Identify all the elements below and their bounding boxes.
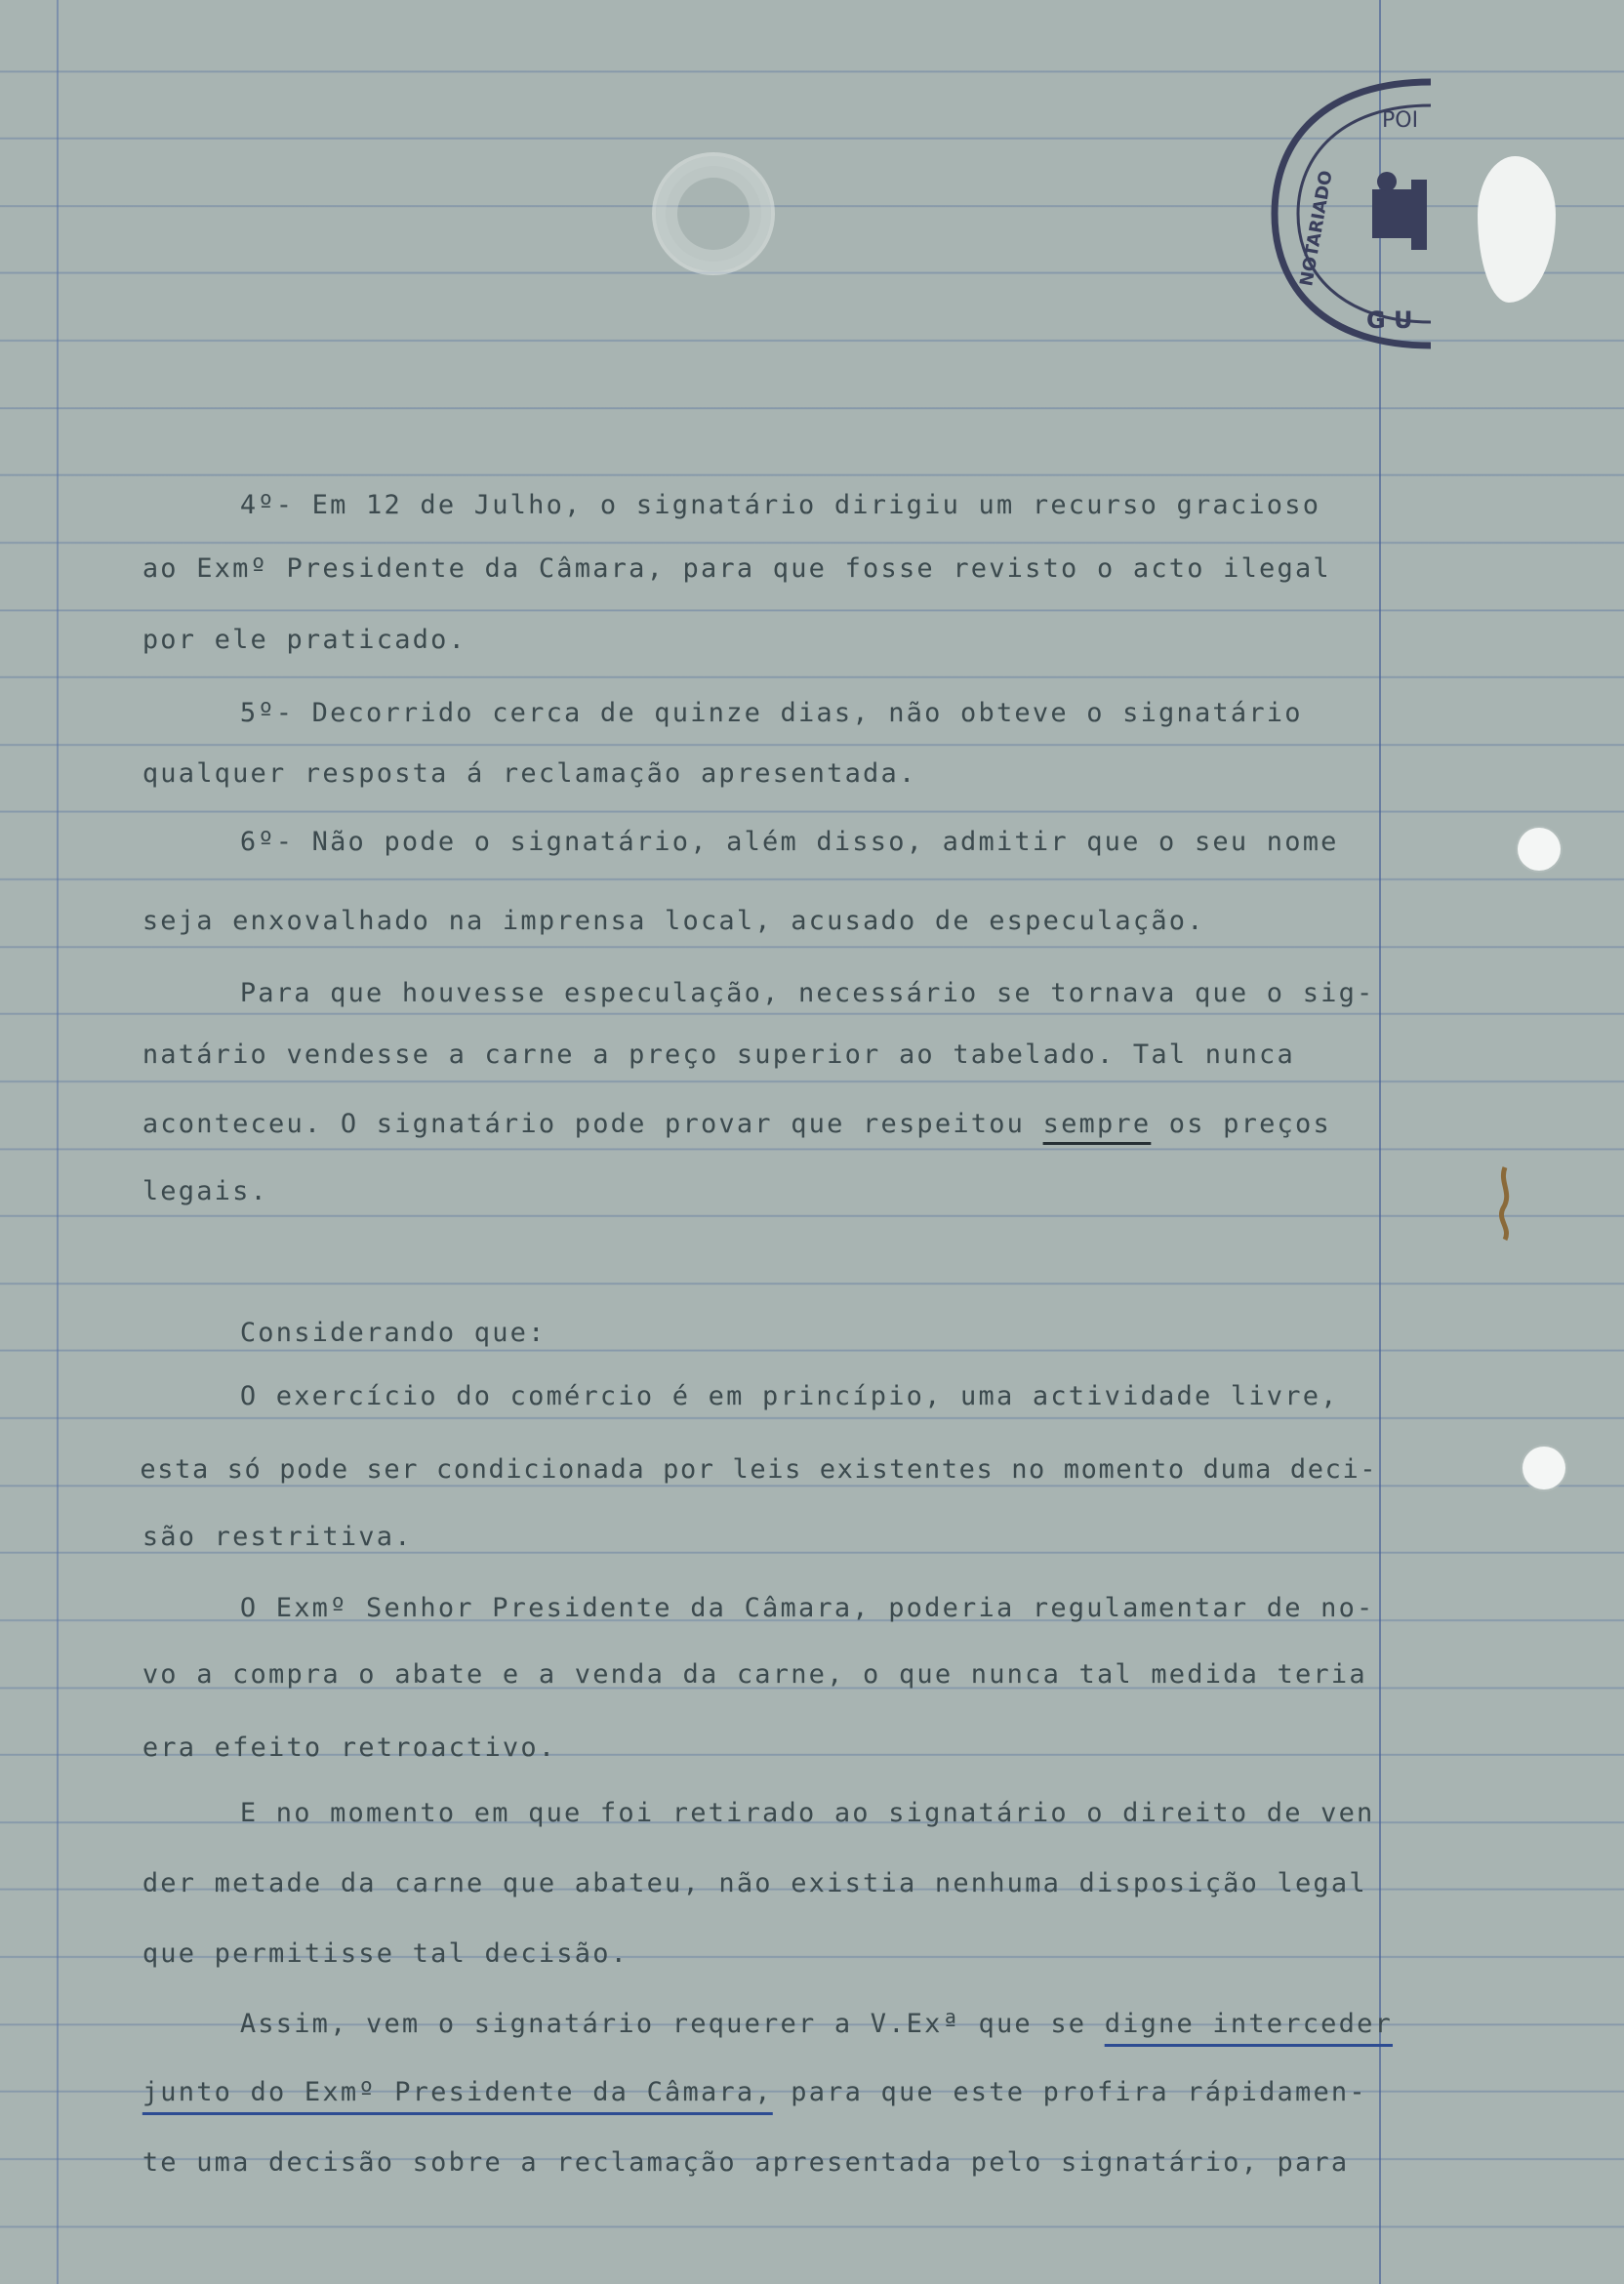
line-23-text-b: para que este profira rápidamen- [772,2077,1367,2107]
line-14-text: esta só pode ser condicionada por leis existentes no momento duma deci- [140,1454,1378,1485]
line-10-text-b: os preços [1151,1109,1331,1139]
stamp-text-top: POI [1382,108,1419,133]
line-15-text: são restritiva. [142,1522,413,1552]
line-1-text: 4º- Em 12 de Julho, o signatário dirigiu um recurso gracioso [239,490,1321,520]
line-10-underlined-word: sempre [1042,1109,1152,1139]
notary-stamp [1265,72,1460,355]
line-7-text: seja enxovalhado na imprensa local, acusado de especulação. [142,906,1205,936]
line-9-text: natário vendesse a carne a preço superior ao tabelado. Tal nunca [142,1040,1295,1070]
line-20-text: der metade da carne que abateu, não existia nenhuma disposição legal [142,1868,1367,1898]
line-3-text: por ele praticado. [142,625,467,655]
line-10-text-a: aconteceu. O signatário pode provar que respeitou [142,1109,1043,1139]
crest-icon [1372,172,1427,250]
line-8-text: Para que houvesse especulação, necessário se tornava que o sig- [239,978,1375,1008]
line-12-text: Considerando que: [239,1318,547,1348]
line-24-text: te uma decisão sobre a reclamação apresentada pelo signatário, para [142,2147,1350,2178]
line-2-text: ao Exmº Presidente da Câmara, para que fosse revisto o acto ilegal [142,553,1331,584]
line-23-underlined-phrase: junto do Exmº Presidente da Câmara, [142,2077,773,2107]
left-margin-rule [57,0,59,2284]
line-6-text: 6º- Não pode o signatário, além disso, admitir que o seu nome [239,827,1339,857]
text-line-24 [70,2116,1349,2210]
line-11-text: legais. [142,1176,269,1206]
line-5-text: qualquer resposta á reclamação apresentada. [142,758,917,789]
embossed-seal [652,152,775,275]
punch-hole-bottom [1522,1447,1565,1489]
line-16-text: O Exmº Senhor Presidente da Câmara, poderia regulamentar de no- [239,1593,1375,1623]
line-22-underlined-phrase: digne interceder [1104,2009,1393,2039]
paper-tear [1478,156,1556,303]
line-19-text: E no momento em que foi retirado ao signatário o direito de ven [239,1798,1375,1828]
line-13-text: O exercício do comércio é em princípio, uma actividade livre, [239,1381,1339,1411]
punch-hole-top [1518,828,1561,871]
line-22-text-a: Assim, vem o signatário requerer a V.Exª que se [239,2009,1105,2039]
text-line-11 [70,1145,268,1239]
rust-mark [1495,1163,1517,1242]
line-18-text: era efeito retroactivo. [142,1733,557,1763]
line-4-text: 5º- Decorrido cerca de quinze dias, não obteve o signatário [239,698,1303,728]
stamp-text-left: NOTARIADO [1296,169,1337,288]
stamp-text-bottom: G U [1366,306,1413,334]
line-21-text: que permitisse tal decisão. [142,1938,629,1969]
line-17-text: vo a compra o abate e a venda da carne, o que nunca tal medida teria [142,1659,1367,1690]
